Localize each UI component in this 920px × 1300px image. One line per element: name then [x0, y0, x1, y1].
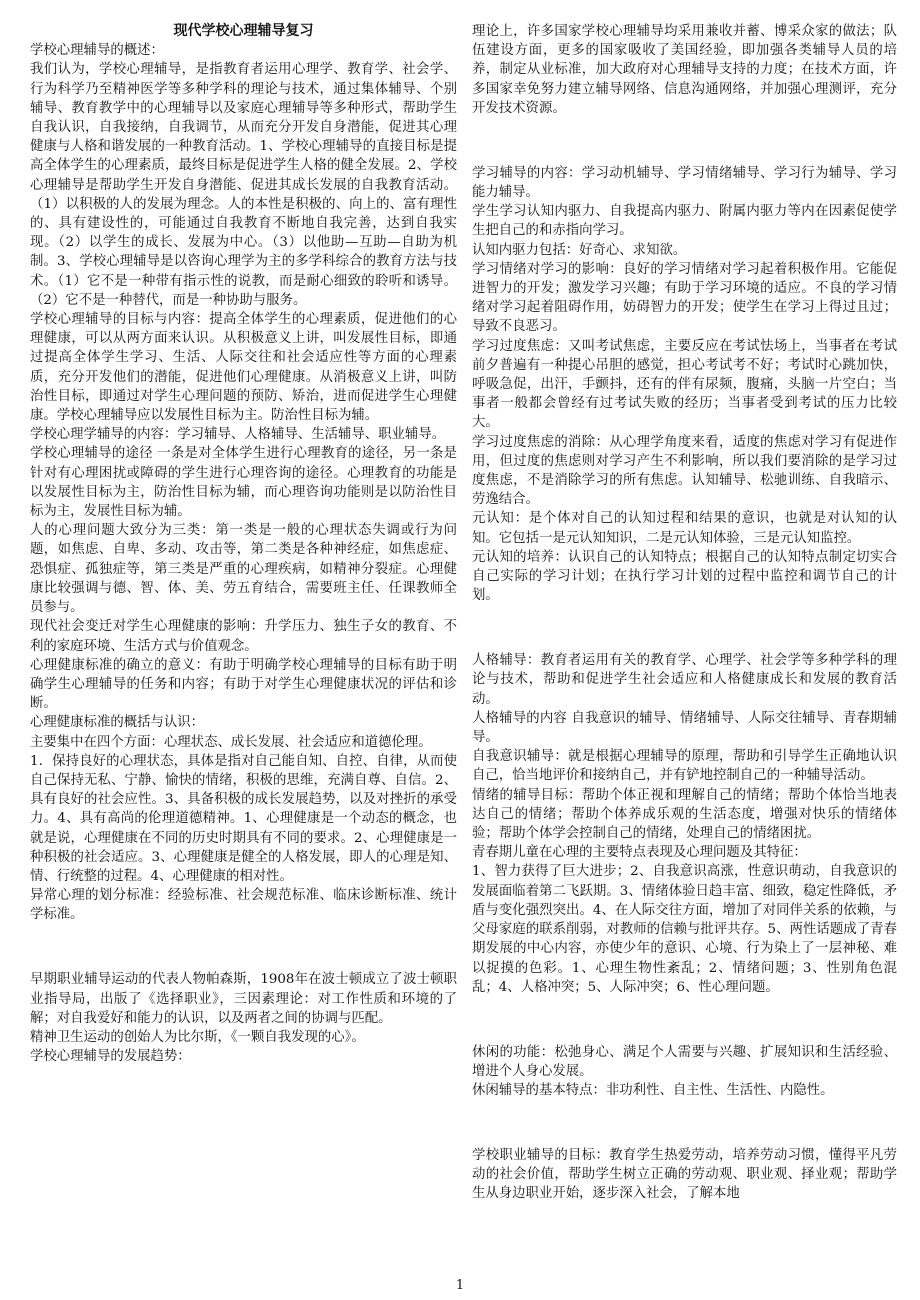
paragraph-gap [472, 1114, 897, 1133]
paragraph: 青春期儿童在心理的主要特点表现及心理问题及其特征： [472, 845, 807, 861]
paragraph: 学生学习认知内驱力、自我提高内驱力、附属内驱力等内在因素促使学生把自己的和赤指向学习。 [472, 204, 897, 239]
paragraph: 主要集中在四个方面：心理状态、成长发展、社会适应和道德伦理。 [30, 734, 432, 750]
paragraph: 休闲辅导的基本特点：非功利性、自主性、生活性、内隐性。 [472, 1083, 834, 1099]
paragraph: 学校心理辅导的途径 一条是对全体学生进行心理教育的途径，另一条是针对有心理困扰或障碍的学生进行心理咨询的途径。心理教育的功能是以发展性目标为主，防治性目标为辅，而心理咨询功能则是以防治性目标为主，发展性目标为辅。 [30, 446, 457, 520]
paragraph: 现代社会变迁对学生心理健康的影响：升学压力、独生子女的教育、不利的家庭环境、生活方式与价值观念。 [30, 619, 457, 654]
page-number: 1 [455, 1278, 465, 1293]
paragraph: 元认知：是个体对自己的认知过程和结果的意识，也就是对认知的认知。它包括一是元认知知识，二是元认知体验，三是元认知监控。 [472, 511, 897, 546]
paragraph: 元认知的培养：认识自己的认知特点；根据自己的认知特点制定切实合自己实际的学习计划；在执行学习计划的过程中监控和调节自己的计划。 [472, 549, 897, 604]
paragraph: 早期职业辅导运动的代表人物帕森斯，1908年在波士顿成立了波士顿职业指导局，出版了《选择职业》，三因素理论：对工作性质和环境的了解；对自我爱好和能力的认识，以及两者之间的协调与匹配。 [30, 972, 457, 1026]
paragraph: 情绪的辅导目标：帮助个体正视和理解自己的情绪；帮助个体恰当地表达自己的情绪；帮助个体养成乐观的生活态度，增强对快乐的情绪体验；帮助个体学会控制自己的情绪，处理自己的情绪困扰。 [472, 787, 897, 842]
paragraph: 人格辅导：教育者运用有关的教育学、心理学、社会学等多种学科的理论与技术，帮助和促进学生社会适应和人格健康成长和发展的教育活动。 [472, 653, 897, 707]
paragraph: 异常心理的划分标准：经验标准、社会规范标准、临床诊断标准、统计学标准。 [30, 888, 457, 923]
paragraph: 心理健康标准的概括与认识： [30, 715, 205, 731]
right-column [472, 22, 897, 1204]
right-column-body [472, 22, 897, 1204]
paragraph: 学习辅导的内容：学习动机辅导、学习情绪辅导、学习行为辅导、学习能力辅导。 [472, 165, 897, 200]
paragraph: 学校职业辅导的目标：教育学生热爱劳动，培养劳动习惯，懂得平凡劳动的社会价值，帮助学生树立正确的劳动观、职业观、择业观；帮助学生从身边职业开始，逐步深入社会，了解本地 [472, 1148, 897, 1202]
paragraph: 休闲的功能：松弛身心、满足个人需要与兴趣、扩展知识和生活经验、增进个人身心发展。 [472, 1044, 897, 1079]
paragraph: 学习情绪对学习的影响：良好的学习情绪对学习起着积极作用。它能促进智力的开发；激发学习兴趣；有助于学习环境的适应。不良的学习情绪对学习起着阻碍作用，妨碍智力的开发；使学生在学习上得过且过；导致不良恶习。 [472, 261, 897, 335]
paragraph: 学习过度焦虑：又叫考试焦虑，主要反应在考试怯场上，当事者在考试前夕普遍有一种提心吊胆的感觉，担心考试考不好；考试时心跳加快，呼吸急促，出汗，手颤抖，还有的伴有尿频，腹痛，头脑一片空白；当事者一般都会曾经有过考试失败的经历；当事者受到考试的压力比较大。 [472, 338, 897, 431]
paragraph: 学校心理辅导的发展趋势： [30, 1049, 191, 1065]
paragraph: 精神卫生运动的创始人为比尔斯，《一颗自我发现的心》。 [30, 1029, 365, 1045]
paragraph-gap [472, 619, 897, 638]
document-title: 现代学校心理辅导复习 [173, 23, 314, 39]
paragraph: 学校心理辅导的目标与内容：提高全体学生的心理素质，促进他们的心理健康，可以从两方面来认识。从积极意义上讲，叫发展性目标，即通过提高全体学生学习、生活、人际交往和社会适应性等方面的心理素质，充分开发他们的潜能，促进他们心理健康。从消极意义上讲，叫防治性目标，即通过对学生心理问题的预防、矫治，进而促进学生心理健康。学校心理辅导应以发展性目标为主。防治性目标为辅。 [30, 312, 457, 424]
paragraph: 学校心理学辅导的内容：学习辅导、人格辅导、生活辅导、职业辅导。 [30, 427, 446, 443]
paragraph: 1．保持良好的心理状态，具体是指对自己能自知、自控、自律，从而使自己保持无私、宁静、愉快的情绪，积极的思维，充满自尊、自信。2、具有良好的社会应性。3、具备积极的成长发展趋势，以及对挫折的承受力。4、具有高尚的伦理道德精神。1、心理健康是一个动态的概念，也就是说，心理健康在不同的历史时期具有不同的要求。2、心理健康是一种积极的社会适应。3、心理健康是健全的人格发展，即人的心理是知、情、行统整的过程。4、心理健康的相对性。 [30, 753, 457, 884]
left-column [30, 22, 457, 1066]
paragraph: 我们认为，学校心理辅导，是指教育者运用心理学、教育学、社会学、行为科学乃至精神医学等多种学科的理论与技术，通过集体辅导、个别辅导、教育教学中的心理辅导以及家庭心理辅导等多种形式，帮助学生自我认识，自我接纳，自我调节，从而充分开发自身潜能，促进其心理健康与人格和谐发展的一种教育活动。1、学校心理辅导的直接目标是提高全体学生的心理素质，最终目标是促进学生人格的健全发展。2、学校心理辅导是帮助学生开发自身潜能、促进其成长发展的自我教育活动。（1）以积极的人的发展为理念。人的本性是积极的、向上的、富有理性的、具有建设性的，可能通过自我教育不断地自我完善，达到自我实现。（2）以学生的成长、发展为中心。（3）以他助—互助—自助为机制。3、学校心理辅导是以咨询心理学为主的多学科综合的教育方法与技术。（1）它不是一种带有指示性的说教，而是耐心细致的聆听和诱导。（2）它不是一种替代，而是一种协助与服务。 [30, 62, 457, 308]
paragraph-gap [472, 131, 897, 150]
paragraph: 心理健康标准的确立的意义：有助于明确学校心理辅导的目标有助于明确学生心理辅导的任务和内容；有助于对学生心理健康状况的评估和诊断。 [30, 657, 457, 712]
paragraph: 理论上，许多国家学校心理辅导均采用兼收并蓄、博采众家的做法；队伍建设方面，更多的国家吸收了美国经验，即加强各类辅导人员的培养，制定从业标准，加大政府对心理辅导支持的力度；在技术方面，许多国家幸免努力建立辅导网络、信息沟通网络，并加强心理测评，充分开发技术资源。 [472, 24, 897, 116]
paragraph: 1、智力获得了巨大进步；2、自我意识高涨，性意识萌动，自我意识的发展面临着第二飞跃期。3、情绪体验日趋丰富、细致，稳定性降低，矛盾与变化强烈突出。4、在人际交往方面，增加了对同伴关系的依赖，与父母家庭的联系削弱，对教师的信赖与批评共存。5、两性话题成了青春期发展的中心内容，亦使少年的意识、心境、行为染上了一层神秘、难以捉摸的色彩。1、心理生物性紊乱；2、情绪问题；3、性别角色混乱；4、人格冲突；5、人际冲突；6、性心理问题。 [472, 864, 897, 995]
paragraph: 人格辅导的内容 自我意识的辅导、情绪辅导、人际交往辅导、青春期辅导。 [472, 710, 897, 746]
paragraph-gap [30, 938, 457, 957]
paragraph-gap [472, 1010, 897, 1029]
paragraph: 自我意识辅导：就是根据心理辅导的原理，帮助和引导学生正确地认识自己，恰当地评价和接纳自己，并有铲地控制自己的一种辅导活动。 [472, 749, 897, 784]
paragraph: 人的心理问题大致分为三类：第一类是一般的心理状态失调或行为问题，如焦虑、自卑、多动、攻击等，第二类是各种神经症，如焦虑症、恐惧症、孤独症等，第三类是严重的心理疾病，如精神分裂症。心理健康比较强调与德、智、体、美、劳五育结合，需要班主任、任课教师全员参与。 [30, 523, 457, 616]
paragraph: 学习过度焦虑的消除：从心理学角度来看，适度的焦虑对学习有促进作用，但过度的焦虑则对学习产生不利影响，所以我们要消除的是学习过度焦虑，不是消除学习的所有焦虑。认知辅导、松驰训练、自我暗示、劳逸结合。 [472, 434, 897, 508]
paragraph: 认知内驱力包括：好奇心、求知欲。 [472, 242, 687, 258]
left-column-body [30, 41, 457, 1066]
paragraph: 学校心理辅导的概述： [30, 43, 164, 59]
